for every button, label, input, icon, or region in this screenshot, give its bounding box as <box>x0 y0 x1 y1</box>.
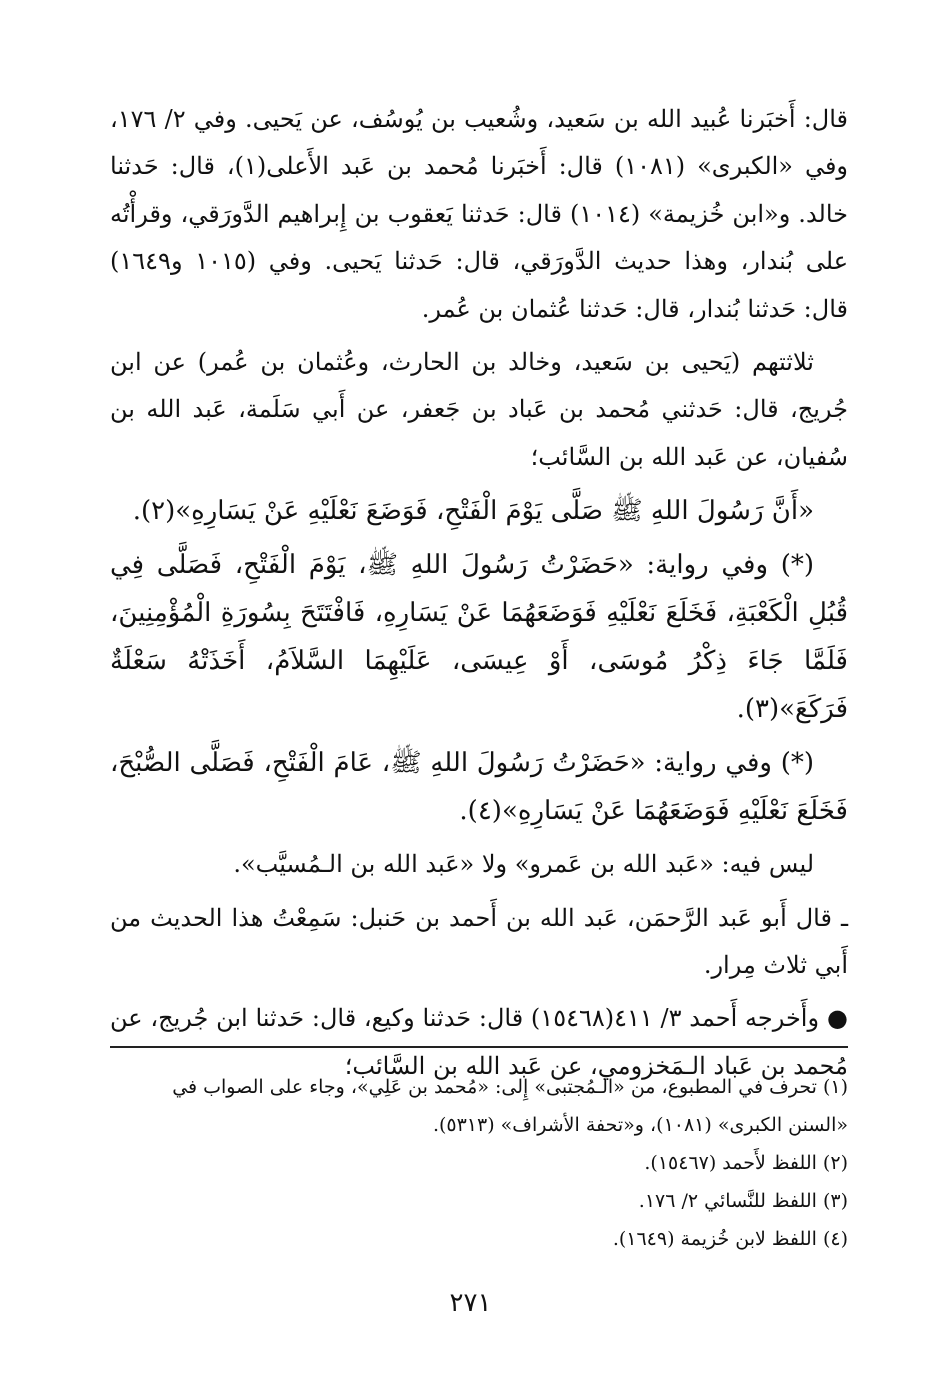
paragraph-1: قال: أَخبَرنا عُبيد الله بن سَعيد، وشُعيب بن يُوسُف، عن يَحيى. وفي ٢/ ١٧٦، وفي «الكبرى» (١٠٨١) قال: أَخبَرنا مُحمد بن عَبد الأَعلى(١)، قال: حَدثنا خالد. و«ابن خُزيمة» (١٠١٤) قال: حَدثنا يَعقوب بن إِبراهيم الدَّورَقي، وقرأْتُه على بُندار، وهذا حديث الدَّورَقي، قال: حَدثنا يَحيى. وفي (١٠١٥ و١٦٤٩) قال: حَدثنا بُندار، قال: حَدثنا عُثمان بن عُمر. <box>110 105 849 323</box>
paragraph-2: ثلاثتهم (يَحيى بن سَعيد، وخالد بن الحارث، وعُثمان بن عُمر) عن ابن جُريج، قال: حَدثني مُحمد بن عَباد بن جَعفر، عن أَبي سَلَمة، عَبد الله بن سُفيان، عن عَبد الله بن السَّائب؛ <box>110 348 848 471</box>
footnotes <box>110 1068 848 1258</box>
paragraph-abu-abdulrahman: ـ قال أَبو عَبد الرَّحمَن، عَبد الله بن أَحمد بن حَنبل: سَمِعْتُ هذا الحديث من أَبي ثلاث مِرار. <box>110 903 848 980</box>
footnote-3: (٣) اللفظ للنَّسائي ٢/ ١٧٦. <box>638 1190 848 1212</box>
footnote-4: (٤) اللفظ لابن خُزيمة (١٦٤٩). <box>612 1228 848 1250</box>
hadith-text-1: «أَنَّ رَسُولَ اللهِ ﷺ صَلَّى يَوْمَ الْفَتْحِ، فَوَضَعَ نَعْلَيْهِ عَنْ يَسَارِهِ»(٢). <box>132 496 814 527</box>
footnote-2: (٢) اللفظ لأَحمد (١٥٤٦٧). <box>644 1152 848 1174</box>
paragraph-note: ليس فيه: «عَبد الله بن عَمرو» ولا «عَبد الله بن الـمُسيَّب». <box>233 850 814 879</box>
hadith-narration-2: (*) وفي رواية: «حَضَرْتُ رَسُولَ اللهِ ﷺ، يَوْمَ الْفَتْحِ، فَصَلَّى فِي قُبُلِ الْكَعْبَةِ، فَخَلَعَ نَعْلَيْهِ فَوَضَعَهُمَا عَنْ يَسَارِهِ، فَافْتَتَحَ بِسُورَةِ الْمُؤْمِنِينَ، فَلَمَّا جَاءَ ذِكْرُ مُوسَى، أَوْ عِيسَى، عَلَيْهِمَا السَّلاَمُ، أَخَذَتْهُ سَعْلَةٌ فَرَكَعَ»(٣). <box>110 550 848 725</box>
page-number: ٢٧١ <box>449 1288 492 1318</box>
footnote-separator <box>110 1046 848 1048</box>
main-text <box>110 96 848 1096</box>
footnote-1: (١) تحرف في المطبوع، من «الـمُجتبى» إِلى: «مُحمد بن عَلِي»، وجاء على الصواب في «السنن الكبرى» (١٠٨١)، و«تحفة الأشراف» (٥٣١٣). <box>172 1076 848 1136</box>
hadith-narration-3: (*) وفي رواية: «حَضَرْتُ رَسُولَ اللهِ ﷺ، عَامَ الْفَتْحِ، فَصَلَّى الصُّبْحَ، فَخَلَعَ نَعْلَيْهِ فَوَضَعَهُمَا عَنْ يَسَارِهِ»(٤). <box>110 748 848 827</box>
bullet-icon: ● <box>827 1004 848 1033</box>
paragraph-takhrij-text: وأَخرجه أَحمد ٣/ ٤١١(١٥٤٦٨) قال: حَدثنا وكيع، قال: حَدثنا ابن جُريج، عن مُحمد بن عَباد الـمَخزومي، عن عَبد الله بن السَّائب؛ <box>110 1004 848 1080</box>
